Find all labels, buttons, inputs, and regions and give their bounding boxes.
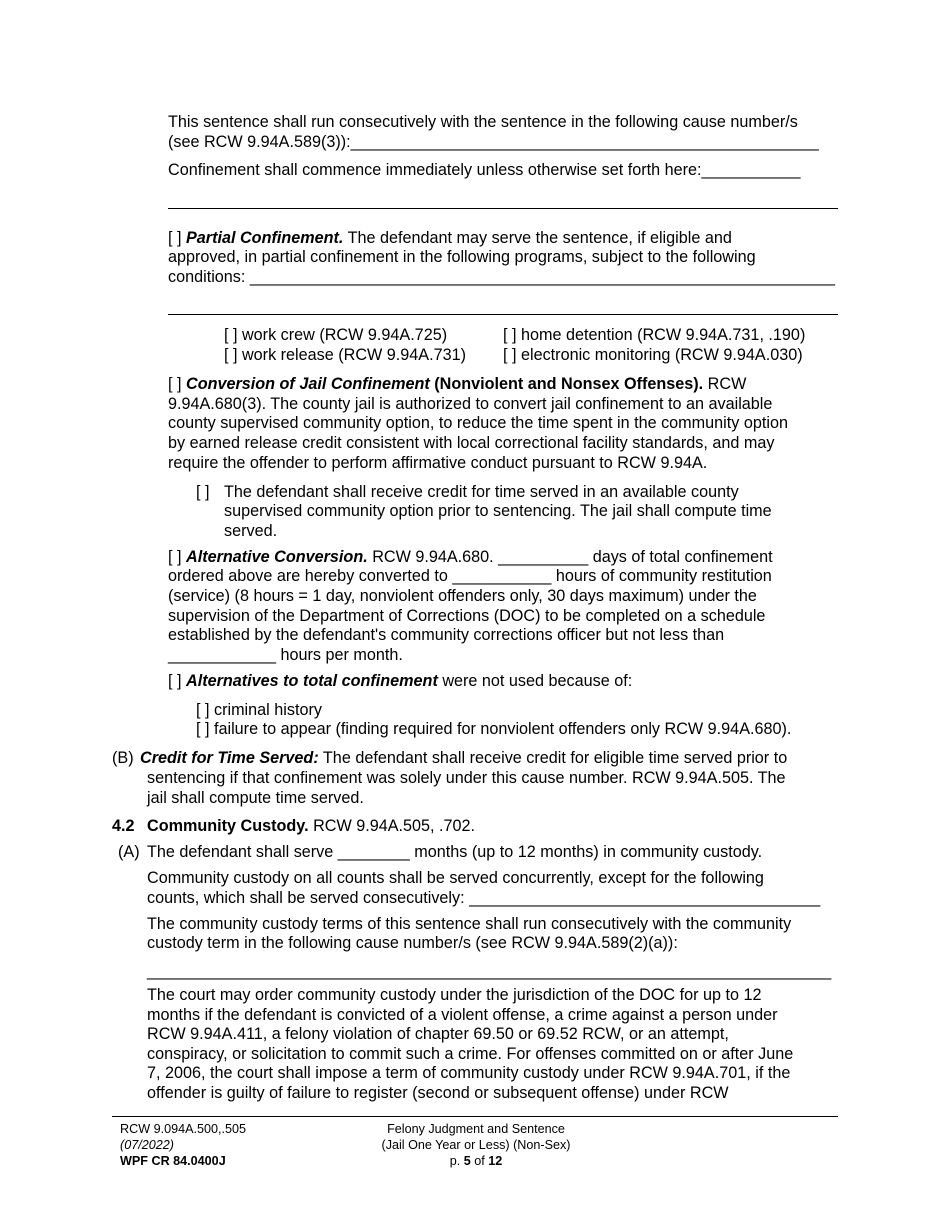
cc-order-line-2: months if the defendant is convicted of a violent offense, a crime against a person under bbox=[147, 1006, 778, 1024]
alt-conversion-line-4: supervision of the Department of Corrections (DOC) to be completed on a schedule bbox=[168, 607, 766, 625]
footer-form-number: WPF CR 84.0400J bbox=[120, 1154, 226, 1168]
credit-option-line-2: supervised community option prior to sentencing. The jail shall compute time bbox=[224, 502, 772, 520]
option-criminal-history[interactable]: [ ] criminal history bbox=[196, 701, 322, 719]
partial-confinement-line-1: [ ] Partial Confinement. The defendant may serve the sentence, if eligible and bbox=[168, 229, 732, 247]
footer-rule bbox=[112, 1116, 838, 1117]
cc-concurrent-line-1: Community custody on all counts shall be served concurrently, except for the following bbox=[147, 869, 764, 887]
cc-order-line-3: RCW 9.94A.411, a felony violation of chapter 69.50 or 69.52 RCW, or an attempt, bbox=[147, 1025, 729, 1043]
partial-confinement-line-2: approved, in partial confinement in the following programs, subject to the following bbox=[168, 248, 756, 266]
cc-order-line-6: offender is guilty of failure to register (second or subsequent offense) under RCW bbox=[147, 1084, 729, 1102]
footer-title-2: (Jail One Year or Less) (Non-Sex) bbox=[381, 1138, 571, 1152]
credit-option-line-1: The defendant shall receive credit for time served in an available county bbox=[224, 483, 739, 501]
option-work-release[interactable]: [ ] work release (RCW 9.94A.731) bbox=[224, 346, 466, 364]
blank-line bbox=[168, 314, 838, 315]
credit-b-title: Credit for Time Served: bbox=[140, 749, 319, 767]
checkbox-partial[interactable]: [ ] bbox=[168, 229, 182, 247]
cc-order-line-5: 7, 2006, the court shall impose a term of community custody under RCW 9.94A.701, if the bbox=[147, 1064, 791, 1082]
cc-order-line-4: conspiracy, or solicitation to commit such a crime. For offenses committed on or after June bbox=[147, 1045, 794, 1063]
alt-conversion-line-2: ordered above are hereby converted to ___________ hours of community restitution bbox=[168, 567, 772, 585]
footer-date: (07/2022) bbox=[120, 1138, 174, 1152]
credit-b-label: (B) bbox=[112, 749, 134, 767]
cc-order-line-1: The court may order community custody under the jurisdiction of the DOC for up to 12 bbox=[147, 986, 762, 1004]
conversion-line-3: county supervised community option, to reduce the time spent in the community option bbox=[168, 414, 788, 432]
blank-line bbox=[168, 208, 838, 209]
partial-confinement-line-3: conditions: _________________________________________________________________ bbox=[168, 268, 836, 286]
alt-conversion-line-3: (service) (8 hours = 1 day, nonviolent offenders only, 30 days maximum) under the bbox=[168, 587, 757, 605]
section-heading: Community Custody. RCW 9.94A.505, .702. bbox=[147, 817, 476, 835]
section-title: Community Custody. bbox=[147, 817, 309, 835]
alt-conversion-line-5: established by the defendant's community corrections officer but not less than bbox=[168, 626, 725, 644]
conversion-line-4: by earned release credit consistent with local correctional facility standards, and may bbox=[168, 434, 775, 452]
checkbox-conversion[interactable]: [ ] bbox=[168, 375, 182, 393]
credit-b-line-1: Credit for Time Served: The defendant shall receive credit for eligible time served prior to bbox=[140, 749, 788, 767]
conversion-line-5: require the offender to perform affirmative conduct pursuant to RCW 9.94A. bbox=[168, 454, 708, 472]
alternatives-line-1: [ ] Alternatives to total confinement were not used because of: bbox=[168, 672, 633, 690]
credit-b-line-3: jail shall compute time served. bbox=[147, 789, 364, 807]
checkbox-credit-option[interactable]: [ ] bbox=[196, 483, 210, 501]
checkbox-alt-conversion[interactable]: [ ] bbox=[168, 548, 182, 566]
footer-rcw: RCW 9.094A.500,.505 bbox=[120, 1122, 247, 1136]
credit-b-line-2: sentencing if that confinement was solely under this cause number. RCW 9.94A.505. The bbox=[147, 769, 786, 787]
option-work-crew[interactable]: [ ] work crew (RCW 9.94A.725) bbox=[224, 326, 448, 344]
cc-a-label: (A) bbox=[118, 843, 140, 861]
cc-a-line: The defendant shall serve ________ months (up to 12 months) in community custody. bbox=[147, 843, 763, 861]
alt-conversion-line-6: ____________ hours per month. bbox=[168, 646, 403, 664]
cc-concurrent-line-2: counts, which shall be served consecutively: _______________________________________ bbox=[147, 889, 821, 907]
footer-page-number: p. 5 of 12 bbox=[449, 1154, 503, 1168]
consecutive-line-2: (see RCW 9.94A.589(3)):____________________________________________________ bbox=[168, 133, 819, 151]
cc-consecutive-line-3: ____________________________________________________________________________ bbox=[147, 962, 832, 980]
cc-consecutive-line-2: custody term in the following cause number/s (see RCW 9.94A.589(2)(a)): bbox=[147, 934, 678, 952]
partial-title: Partial Confinement. bbox=[186, 229, 344, 247]
conversion-line-1: [ ] Conversion of Jail Confinement (Nonviolent and Nonsex Offenses). RCW bbox=[168, 375, 747, 393]
conversion-line-2: 9.94A.680(3). The county jail is authorized to convert jail confinement to an available bbox=[168, 395, 773, 413]
conversion-title: Conversion of Jail Confinement bbox=[186, 375, 430, 393]
section-number: 4.2 bbox=[112, 817, 135, 835]
consecutive-line-1: This sentence shall run consecutively with the sentence in the following cause number/s bbox=[168, 113, 798, 131]
cc-consecutive-line-1: The community custody terms of this sentence shall run consecutively with the community bbox=[147, 915, 792, 933]
option-electronic-monitoring[interactable]: [ ] electronic monitoring (RCW 9.94A.030) bbox=[503, 346, 803, 364]
option-failure-to-appear[interactable]: [ ] failure to appear (finding required for nonviolent offenders only RCW 9.94A.680). bbox=[196, 720, 792, 738]
alt-conversion-title: Alternative Conversion. bbox=[186, 548, 368, 566]
commence-line: Confinement shall commence immediately unless otherwise set forth here:___________ bbox=[168, 161, 801, 179]
checkbox-alternatives[interactable]: [ ] bbox=[168, 672, 182, 690]
alternatives-title: Alternatives to total confinement bbox=[186, 672, 438, 690]
footer-title-1: Felony Judgment and Sentence bbox=[387, 1122, 565, 1136]
credit-option-line-3: served. bbox=[224, 522, 278, 540]
option-home-detention[interactable]: [ ] home detention (RCW 9.94A.731, .190) bbox=[503, 326, 806, 344]
alt-conversion-line-1: [ ] Alternative Conversion. RCW 9.94A.680. __________ days of total confinement bbox=[168, 548, 773, 566]
